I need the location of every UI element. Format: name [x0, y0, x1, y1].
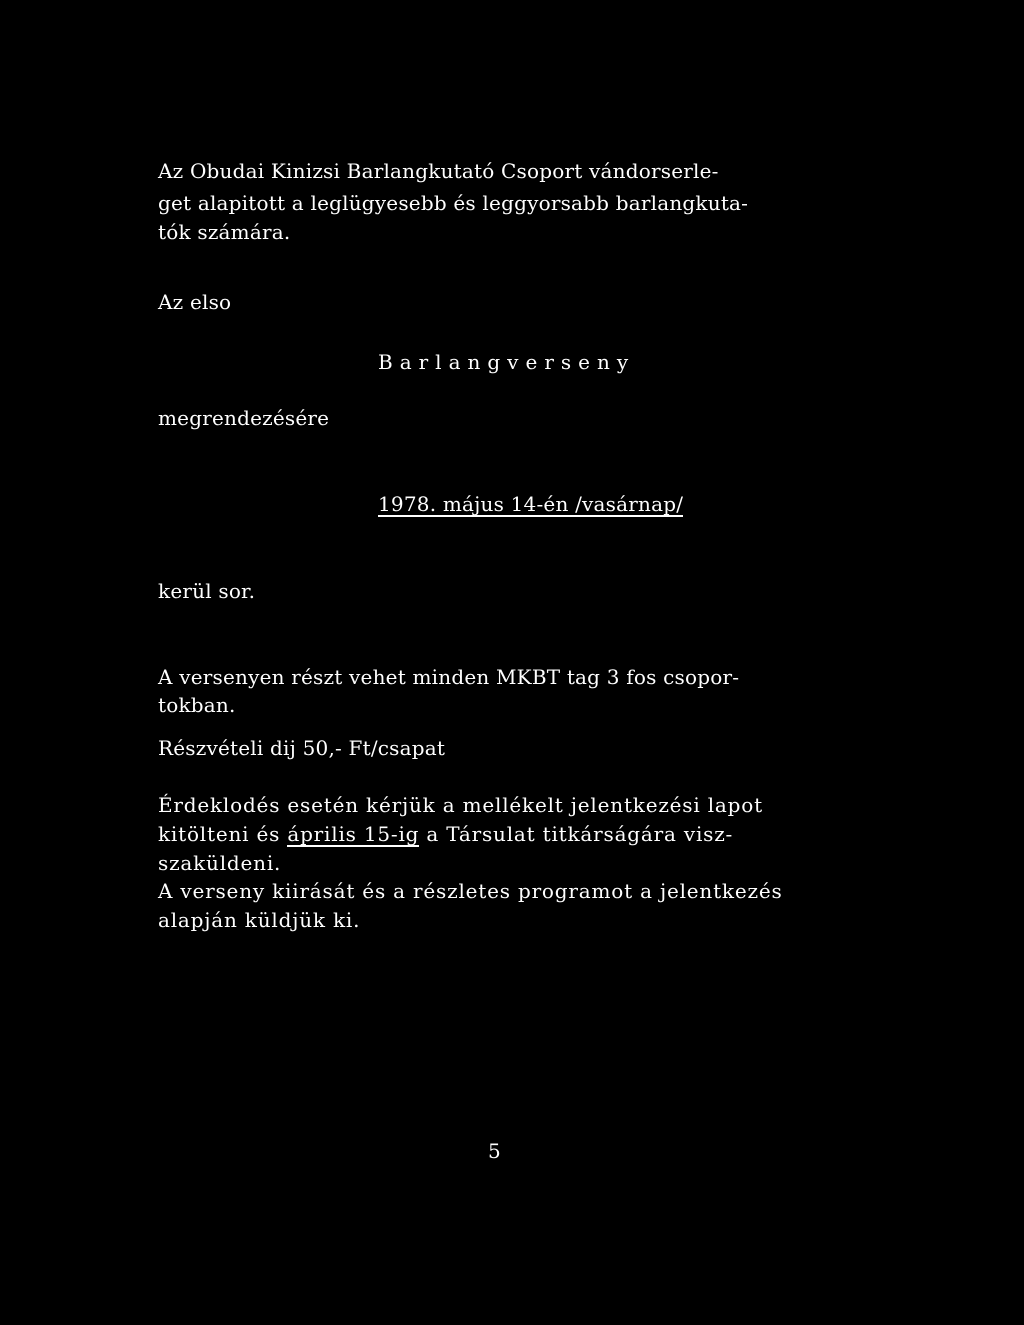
deadline-date: április 15-ig	[287, 822, 420, 846]
intro-line-1: Az Obudai Kinizsi Barlangkutató Csoport vándorserle-	[158, 159, 719, 183]
info-line-3: szaküldeni.	[158, 851, 282, 875]
page-number: 5	[488, 1139, 501, 1163]
megrendezesere-text: megrendezésére	[158, 406, 330, 430]
intro-line-3: tók számára.	[158, 220, 291, 244]
info-line-2	[158, 821, 733, 847]
fee-text: Részvételi dij 50,- Ft/csapat	[158, 736, 446, 760]
event-date-text: 1978. május 14-én /vasárnap/	[378, 492, 684, 516]
info-line-1: Érdeklodés esetén kérjük a mellékelt jelentkezési lapot	[158, 793, 763, 817]
info-line-5: alapján küldjük ki.	[158, 908, 361, 932]
intro-line-2: get alapitott a leglügyesebb és leggyorsabb barlangkuta-	[158, 191, 749, 215]
info-line-2-end: a Társulat titkárságára visz-	[419, 822, 734, 846]
participation-line-1: A versenyen részt vehet minden MKBT tag 3 fos csopor-	[158, 665, 740, 689]
kerul-sor-text: kerül sor.	[158, 579, 256, 603]
participation-line-2: tokban.	[158, 693, 236, 717]
info-line-4: A verseny kiirását és a részletes programot a jelentkezés	[158, 879, 783, 903]
info-line-2-start: kitölteni és	[158, 822, 288, 846]
event-date	[378, 491, 683, 517]
az-elso-text: Az elso	[158, 290, 232, 314]
event-title: Barlangverseny	[378, 350, 636, 374]
